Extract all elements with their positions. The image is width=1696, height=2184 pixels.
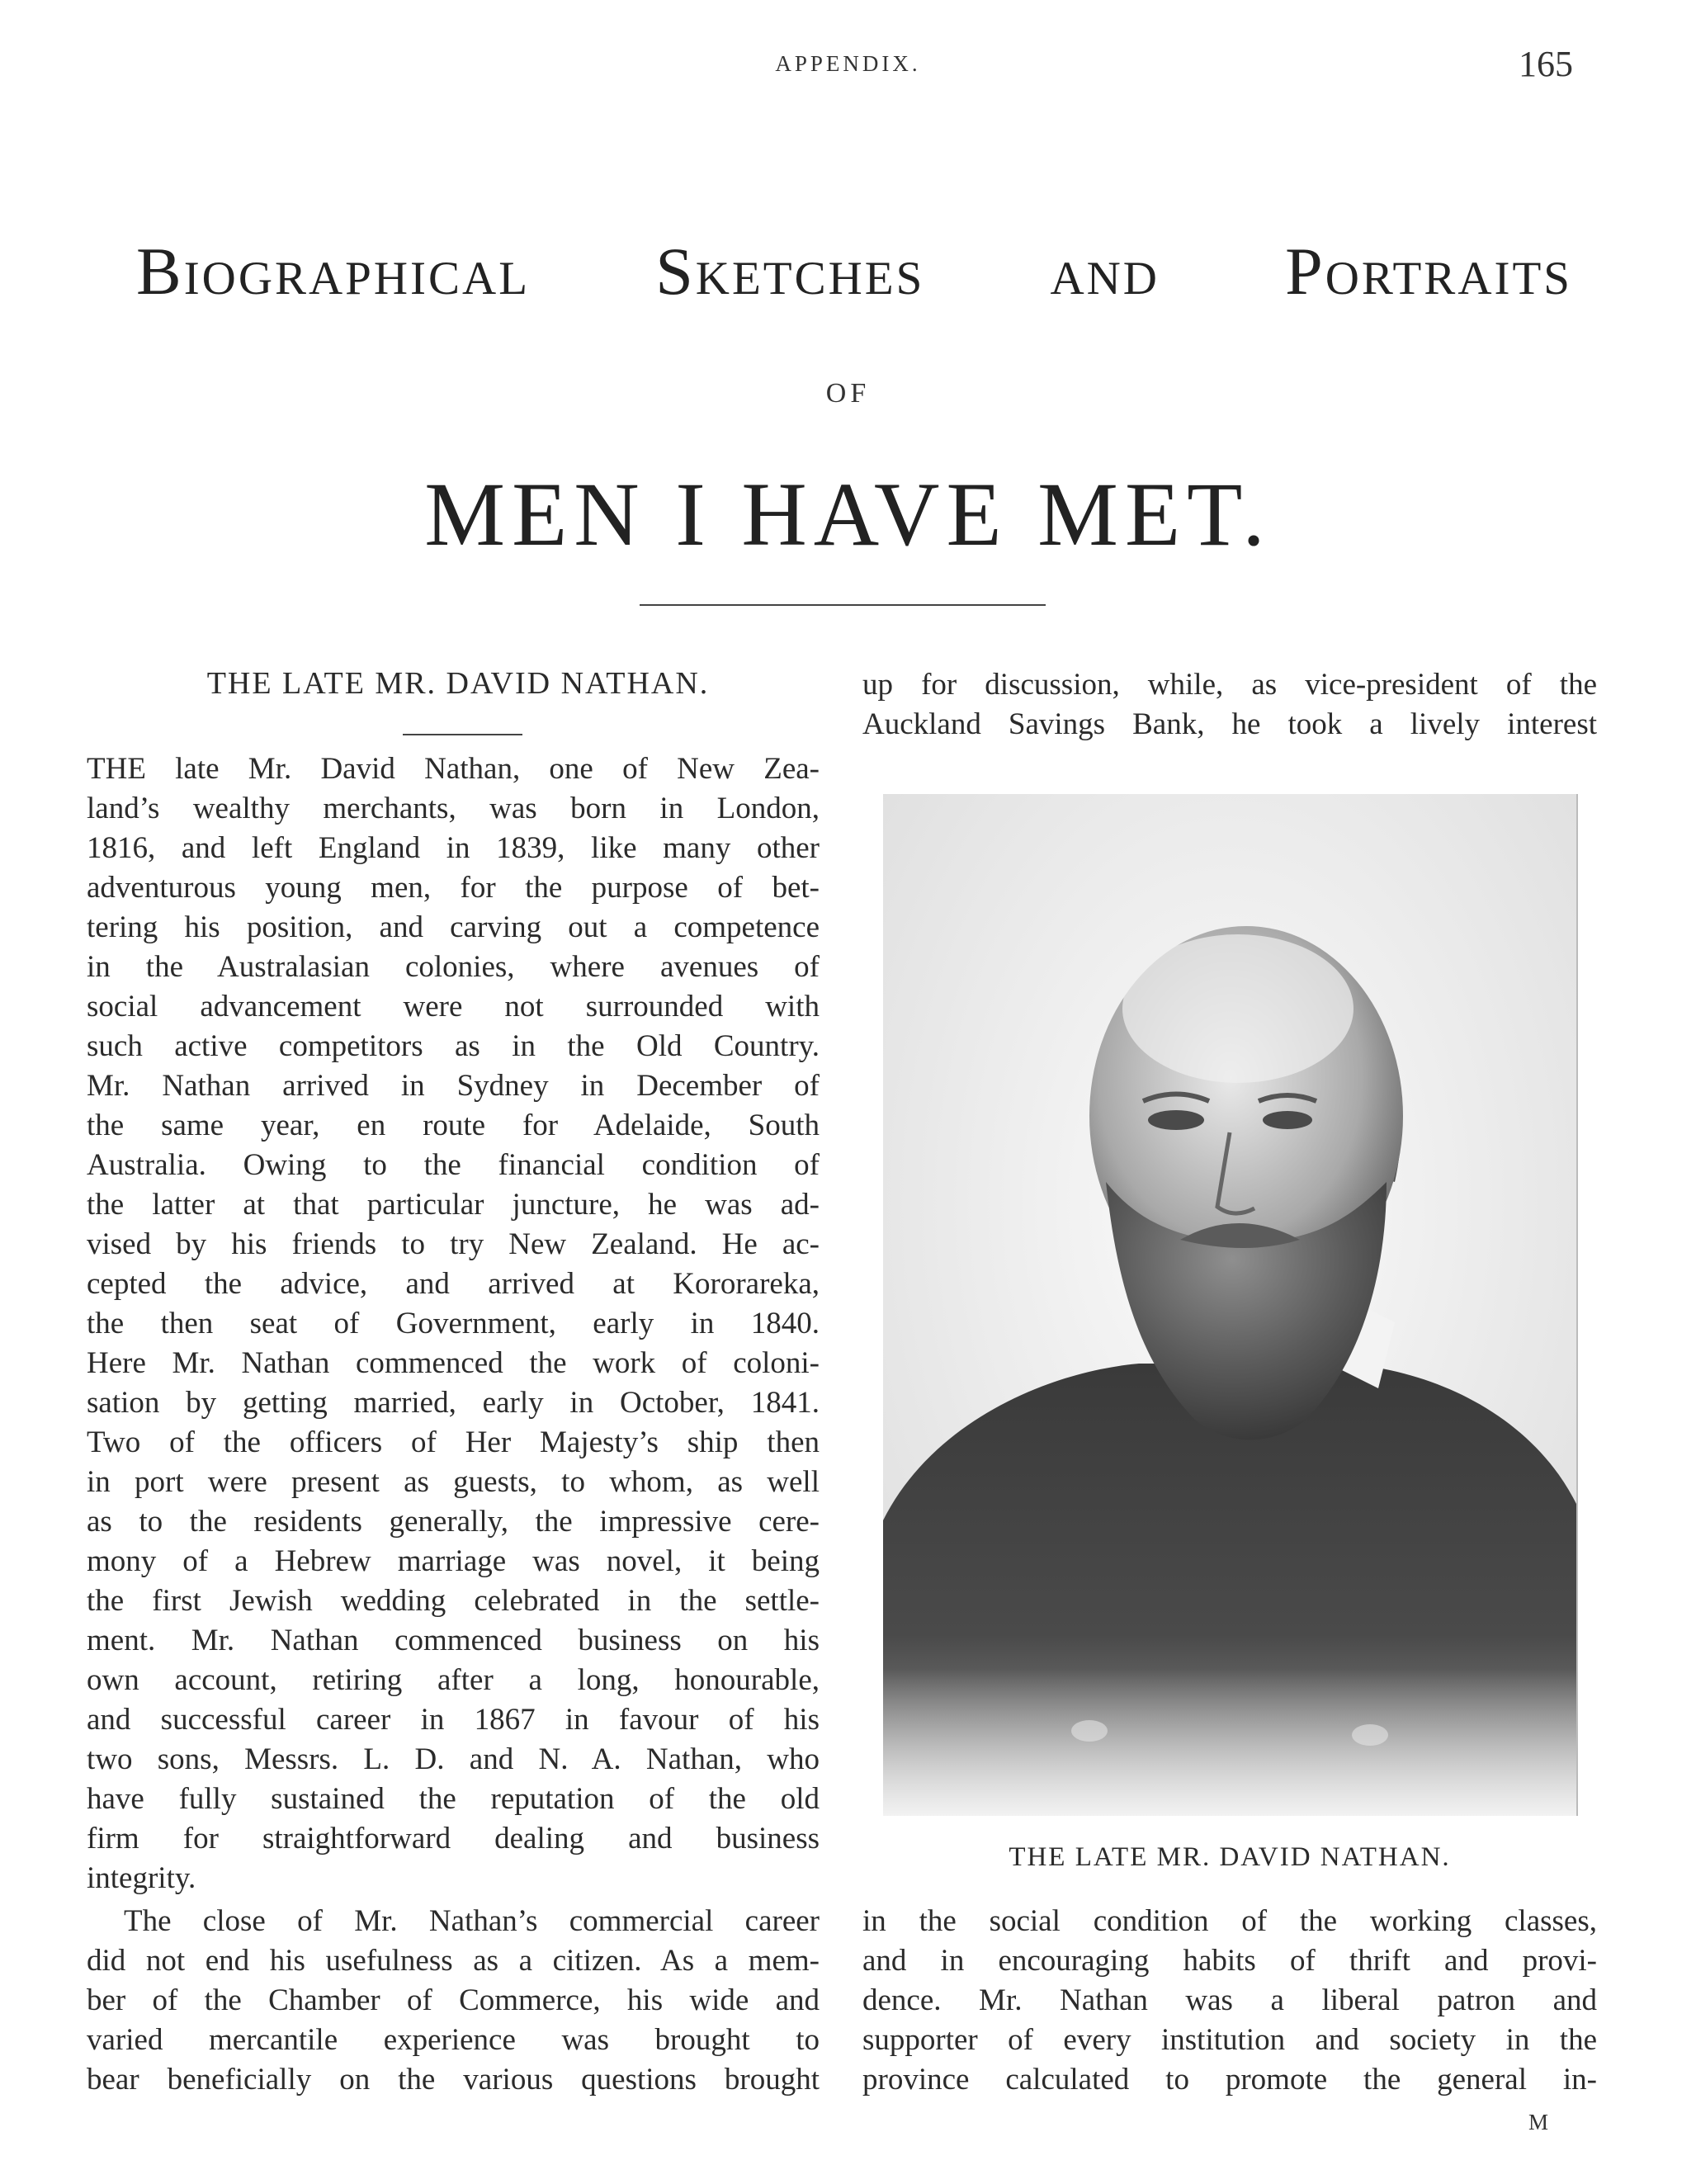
text-line: and successful career in 1867 in favour of his xyxy=(87,1703,820,1737)
title-divider xyxy=(640,604,1046,606)
article-heading: THE LATE MR. DAVID NATHAN. xyxy=(206,666,710,701)
text-line: varied mercantile experience was brought to xyxy=(87,2023,820,2057)
text-line: the then seat of Government, early in 1840. xyxy=(87,1307,820,1340)
text-line: The close of Mr. Nathan’s commercial career xyxy=(124,1904,820,1938)
text-line: bear beneficially on the various questions brought xyxy=(87,2063,820,2097)
page-title: Biographical Sketches and Portraits xyxy=(136,234,1572,309)
text-line: Here Mr. Nathan commenced the work of coloni- xyxy=(87,1346,820,1380)
text-line: integrity. xyxy=(87,1861,196,1895)
text-line: supporter of every institution and society in the xyxy=(862,2023,1597,2057)
portrait-caption: THE LATE MR. DAVID NATHAN. xyxy=(1009,1842,1451,1872)
heading-divider xyxy=(403,734,522,735)
portrait-photo xyxy=(883,794,1578,1816)
text-line: cepted the advice, and arrived at Kororareka, xyxy=(87,1267,820,1301)
text-line: the same year, en route for Adelaide, South xyxy=(87,1109,820,1142)
text-line: province calculated to promote the general in- xyxy=(862,2063,1597,2097)
text-line: have fully sustained the reputation of the old xyxy=(87,1782,820,1816)
text-line: THE late Mr. David Nathan, one of New Zea- xyxy=(87,752,820,786)
text-line: land’s wealthy merchants, was born in London, xyxy=(87,792,820,825)
running-head: APPENDIX. xyxy=(775,51,921,76)
text-line: in port were present as guests, to whom, as well xyxy=(87,1465,820,1499)
text-line: up for discussion, while, as vice-president of the xyxy=(862,668,1597,702)
text-line: in the social condition of the working classes, xyxy=(862,1904,1597,1938)
text-line: sation by getting married, early in October, 1841. xyxy=(87,1386,820,1420)
signature-mark: M xyxy=(1528,2110,1549,2134)
text-line: social advancement were not surrounded with xyxy=(87,990,820,1023)
text-line: ment. Mr. Nathan commenced business on his xyxy=(87,1624,820,1657)
text-line: did not end his usefulness as a citizen. As a mem- xyxy=(87,1944,820,1978)
text-line: Australia. Owing to the financial condition of xyxy=(87,1148,820,1182)
text-line: Two of the officers of Her Majesty’s ship then xyxy=(87,1425,820,1459)
text-line: such active competitors as in the Old Country. xyxy=(87,1029,820,1063)
text-line: firm for straightforward dealing and business xyxy=(87,1822,820,1855)
text-line: adventurous young men, for the purpose of bet- xyxy=(87,871,820,905)
text-line: and in encouraging habits of thrift and provi- xyxy=(862,1944,1597,1978)
text-line: the latter at that particular juncture, he was ad- xyxy=(87,1188,820,1222)
text-line: the first Jewish wedding celebrated in the settle- xyxy=(87,1584,820,1618)
text-line: two sons, Messrs. L. D. and N. A. Nathan, who xyxy=(87,1742,820,1776)
page-subtitle: MEN I HAVE MET. xyxy=(424,464,1272,565)
title-connector: OF xyxy=(825,378,871,409)
text-line: Mr. Nathan arrived in Sydney in December of xyxy=(87,1069,820,1103)
text-line: mony of a Hebrew marriage was novel, it being xyxy=(87,1544,820,1578)
text-line: Auckland Savings Bank, he took a lively interest xyxy=(862,707,1597,741)
text-line: vised by his friends to try New Zealand. He ac- xyxy=(87,1227,820,1261)
text-line: tering his position, and carving out a competence xyxy=(87,910,820,944)
text-line: dence. Mr. Nathan was a liberal patron and xyxy=(862,1983,1597,2017)
text-line: as to the residents generally, the impressive cere- xyxy=(87,1505,820,1539)
portrait-illustration xyxy=(883,794,1576,1816)
text-line: in the Australasian colonies, where avenues of xyxy=(87,950,820,984)
text-line: 1816, and left England in 1839, like many other xyxy=(87,831,820,865)
text-line: ber of the Chamber of Commerce, his wide and xyxy=(87,1983,820,2017)
text-line: own account, retiring after a long, honourable, xyxy=(87,1663,820,1697)
page-number: 165 xyxy=(1519,44,1573,84)
